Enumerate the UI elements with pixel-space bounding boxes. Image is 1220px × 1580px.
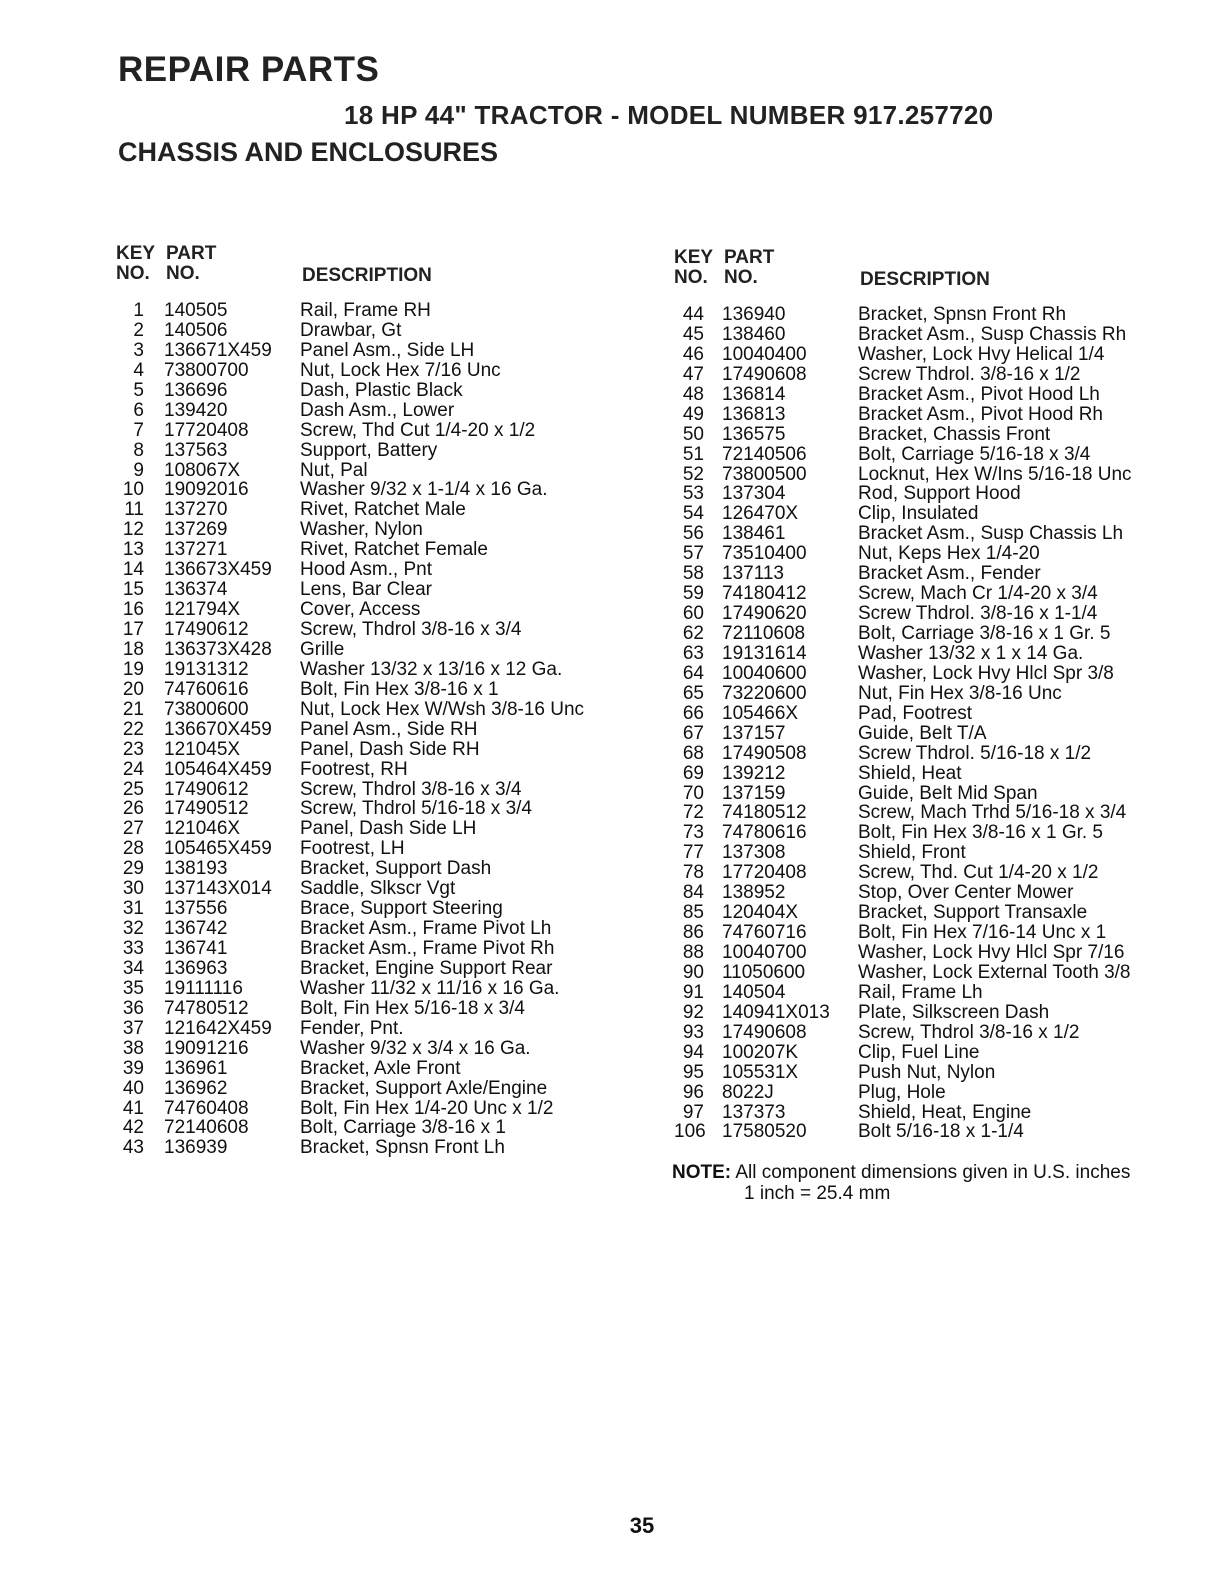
part-no: 17490508 <box>722 742 807 764</box>
part-description: Washer, Lock External Tooth 3/8 <box>858 961 1131 983</box>
part-description: Lens, Bar Clear <box>300 579 433 601</box>
key-no: 95 <box>682 1061 704 1083</box>
key-no: 58 <box>682 563 704 585</box>
key-no: 69 <box>682 762 704 784</box>
key-no: 32 <box>122 918 144 940</box>
page-title: REPAIR PARTS <box>118 50 380 89</box>
part-no: 74760716 <box>722 922 807 944</box>
key-no: 47 <box>682 363 704 385</box>
part-no: 136575 <box>722 423 786 445</box>
part-no: 137269 <box>164 519 228 541</box>
key-no: 31 <box>122 898 144 920</box>
part-description: Support, Battery <box>300 439 438 461</box>
key-no: 5 <box>133 379 144 401</box>
part-description: Bolt, Carriage 3/8-16 x 1 Gr. 5 <box>858 623 1111 644</box>
part-description: Nut, Lock Hex 7/16 Unc <box>300 359 501 381</box>
key-no: 63 <box>682 642 704 664</box>
key-header-line1: KEY <box>116 243 156 264</box>
part-no: 136963 <box>164 957 228 979</box>
key-no: 39 <box>122 1057 144 1079</box>
key-no: 54 <box>682 503 704 525</box>
key-no: 91 <box>682 981 704 1003</box>
part-description: Panel, Dash Side RH <box>300 738 480 760</box>
key-no: 67 <box>682 722 704 744</box>
part-description: Shield, Front <box>858 842 966 864</box>
key-no: 1 <box>133 300 144 321</box>
part-no: 137556 <box>164 898 228 920</box>
part-description: Washer 9/32 x 3/4 x 16 Ga. <box>300 1037 531 1059</box>
key-no: 27 <box>122 818 144 840</box>
key-no: 97 <box>682 1101 704 1123</box>
part-description: Grille <box>300 638 345 660</box>
part-no: 72110608 <box>722 623 806 644</box>
part-no: 136696 <box>164 379 228 401</box>
part-no: 136374 <box>164 579 228 601</box>
part-no: 136940 <box>722 304 786 325</box>
key-no: 68 <box>682 742 704 764</box>
key-no: 50 <box>682 423 704 445</box>
key-no: 73 <box>682 822 704 844</box>
key-no: 77 <box>682 842 704 864</box>
key-no: 44 <box>682 304 704 325</box>
part-no: 136742 <box>164 918 228 940</box>
part-header-line2: NO. <box>166 263 200 284</box>
part-description: Drawbar, Gt <box>300 319 402 341</box>
part-description: Bolt, Fin Hex 5/16-18 x 3/4 <box>300 997 525 1019</box>
part-no: 100207K <box>722 1041 799 1063</box>
part-description: Bracket, Spnsn Front Rh <box>858 304 1067 325</box>
part-description: Screw, Thdrol 5/16-18 x 3/4 <box>300 798 532 820</box>
key-no: 62 <box>682 623 704 644</box>
key-no: 16 <box>122 599 144 621</box>
part-no: 19091216 <box>164 1037 249 1059</box>
key-no: 48 <box>682 383 704 405</box>
part-description: Bolt, Fin Hex 3/8-16 x 1 <box>300 678 499 700</box>
key-no: 10 <box>122 479 144 501</box>
part-description: Plate, Silkscreen Dash <box>858 1001 1050 1023</box>
key-no: 37 <box>122 1017 144 1039</box>
part-description: Bolt, Carriage 3/8-16 x 1 <box>300 1117 506 1139</box>
part-description: Nut, Fin Hex 3/8-16 Unc <box>858 682 1062 704</box>
part-no: 105531X <box>722 1061 799 1083</box>
part-no: 136373X428 <box>164 638 272 660</box>
key-no: 65 <box>682 682 704 704</box>
key-no: 3 <box>133 339 144 361</box>
key-no: 41 <box>122 1097 144 1119</box>
part-no: 137271 <box>164 539 228 561</box>
key-no: 106 <box>674 1121 706 1143</box>
part-description: Screw, Thdrol 3/8-16 x 3/4 <box>300 778 522 800</box>
part-no: 120404X <box>722 902 799 924</box>
part-no: 74180412 <box>722 583 807 605</box>
key-no: 15 <box>122 579 144 601</box>
part-description: Cover, Access <box>300 599 421 621</box>
part-no: 17720408 <box>722 862 807 884</box>
key-no: 8 <box>133 439 144 461</box>
part-description: Bracket, Support Transaxle <box>858 902 1088 924</box>
part-no: 19092016 <box>164 479 249 501</box>
part-description: Clip, Insulated <box>858 503 979 525</box>
key-no: 2 <box>133 319 144 341</box>
key-no: 17 <box>122 619 144 640</box>
part-description: Screw Thdrol. 3/8-16 x 1/2 <box>858 363 1081 385</box>
part-description: Panel Asm., Side LH <box>300 339 475 361</box>
part-no: 137157 <box>722 722 786 744</box>
part-description: Washer 11/32 x 11/16 x 16 Ga. <box>300 977 560 999</box>
part-description: Washer 13/32 x 1 x 14 Ga. <box>858 642 1084 664</box>
key-no: 14 <box>122 559 144 581</box>
key-no: 45 <box>682 323 704 345</box>
key-no: 49 <box>682 403 704 425</box>
part-description: Locknut, Hex W/Ins 5/16-18 Unc <box>858 463 1132 485</box>
key-no: 24 <box>122 758 144 780</box>
part-no: 121642X459 <box>164 1017 272 1039</box>
key-header-line1: KEY <box>674 247 714 268</box>
key-no: 66 <box>682 702 704 724</box>
part-no: 136939 <box>164 1137 228 1159</box>
part-description: Shield, Heat, Engine <box>858 1101 1032 1123</box>
part-description: Dash, Plastic Black <box>300 379 463 401</box>
part-description: Guide, Belt T/A <box>858 722 987 744</box>
key-no: 28 <box>122 838 144 860</box>
part-no: 17490608 <box>722 363 807 385</box>
part-description: Rail, Frame RH <box>300 300 431 321</box>
part-no: 138461 <box>722 523 786 545</box>
key-no: 19 <box>122 658 144 680</box>
part-description: Bolt, Fin Hex 1/4-20 Unc x 1/2 <box>300 1097 554 1119</box>
part-no: 74780512 <box>164 997 249 1019</box>
key-no: 30 <box>122 878 144 900</box>
part-description: Saddle, Slkscr Vgt <box>300 878 456 900</box>
note-text: All component dimensions given in U.S. inches <box>735 1162 1131 1183</box>
key-no: 57 <box>682 543 704 565</box>
part-no: 138193 <box>164 858 228 880</box>
part-description: Bracket, Support Dash <box>300 858 492 880</box>
part-description: Nut, Keps Hex 1/4-20 <box>858 543 1040 565</box>
part-no: 74780616 <box>722 822 807 844</box>
key-no: 34 <box>122 957 144 979</box>
key-no: 6 <box>133 399 144 421</box>
part-description: Footrest, LH <box>300 838 405 860</box>
part-description: Bracket, Support Axle/Engine <box>300 1077 548 1099</box>
key-no: 25 <box>122 778 144 800</box>
part-no: 121045X <box>164 738 241 760</box>
part-no: 73800700 <box>164 359 249 381</box>
part-no: 136814 <box>722 383 786 405</box>
part-no: 137143X014 <box>164 878 272 900</box>
key-no: 22 <box>122 718 144 740</box>
part-no: 137563 <box>164 439 228 461</box>
part-description: Footrest, RH <box>300 758 408 780</box>
part-no: 73800500 <box>722 463 807 485</box>
part-description: Screw Thdrol. 3/8-16 x 1-1/4 <box>858 603 1098 625</box>
key-no: 64 <box>682 662 704 684</box>
part-description: Bolt, Fin Hex 7/16-14 Unc x 1 <box>858 922 1107 944</box>
part-no: 126470X <box>722 503 799 525</box>
key-no: 12 <box>122 519 144 541</box>
key-no: 96 <box>682 1081 704 1103</box>
part-description: Bracket Asm., Susp Chassis Rh <box>858 323 1127 345</box>
key-header-line2: NO. <box>116 263 150 284</box>
part-no: 136671X459 <box>164 339 272 361</box>
key-no: 56 <box>682 523 704 545</box>
note-label: NOTE: <box>672 1162 732 1183</box>
part-no: 136962 <box>164 1077 228 1099</box>
part-no: 73510400 <box>722 543 807 565</box>
part-no: 11050600 <box>722 961 806 983</box>
part-no: 136741 <box>164 938 228 959</box>
key-no: 94 <box>682 1041 704 1063</box>
part-no: 137113 <box>722 563 784 585</box>
note-conversion: 1 inch = 25.4 mm <box>744 1183 891 1204</box>
key-no: 40 <box>122 1077 144 1099</box>
key-no: 38 <box>122 1037 144 1059</box>
part-no: 17720408 <box>164 419 249 441</box>
part-description: Bracket Asm., Pivot Hood Rh <box>858 403 1103 425</box>
part-no: 139420 <box>164 399 228 421</box>
part-no: 138952 <box>722 882 786 904</box>
key-header-line2: NO. <box>674 267 708 288</box>
part-description: Screw, Thdrol 3/8-16 x 1/2 <box>858 1021 1080 1043</box>
part-no: 105466X <box>722 702 799 724</box>
part-no: 19131614 <box>722 642 807 664</box>
key-no: 59 <box>682 583 704 605</box>
part-description: Dash Asm., Lower <box>300 399 455 421</box>
key-no: 46 <box>682 343 704 365</box>
key-no: 18 <box>122 638 144 660</box>
part-no: 136961 <box>164 1057 228 1079</box>
key-no: 93 <box>682 1021 704 1043</box>
part-no: 74760616 <box>164 678 249 700</box>
key-no: 20 <box>122 678 144 700</box>
part-description: Washer, Lock Hvy Hlcl Spr 7/16 <box>858 942 1125 963</box>
part-description: Screw, Thd Cut 1/4-20 x 1/2 <box>300 419 536 441</box>
part-no: 74760408 <box>164 1097 249 1119</box>
part-description: Bracket Asm., Frame Pivot Rh <box>300 938 555 959</box>
part-no: 19111116 <box>164 977 243 999</box>
key-no: 92 <box>682 1001 704 1023</box>
part-no: 74180512 <box>722 802 807 824</box>
part-header-line1: PART <box>166 243 217 264</box>
part-no: 17490608 <box>722 1021 807 1043</box>
part-description: Bracket, Spnsn Front Lh <box>300 1137 505 1159</box>
key-no: 21 <box>122 698 144 720</box>
key-no: 11 <box>124 499 144 521</box>
part-description: Guide, Belt Mid Span <box>858 782 1038 804</box>
key-no: 72 <box>682 802 704 824</box>
key-no: 36 <box>122 997 144 1019</box>
part-no: 8022J <box>722 1081 774 1103</box>
part-description: Screw, Mach Trhd 5/16-18 x 3/4 <box>858 802 1127 824</box>
key-no: 53 <box>682 483 704 505</box>
key-no: 43 <box>122 1137 144 1159</box>
key-no: 70 <box>682 782 704 804</box>
part-no: 137270 <box>164 499 228 521</box>
part-description: Screw Thdrol. 5/16-18 x 1/2 <box>858 742 1092 764</box>
part-description: Nut, Lock Hex W/Wsh 3/8-16 Unc <box>300 698 585 720</box>
part-header-line1: PART <box>724 247 775 268</box>
section-heading: CHASSIS AND ENCLOSURES <box>118 137 499 167</box>
key-no: 33 <box>122 938 144 959</box>
part-description: Rivet, Ratchet Female <box>300 539 488 561</box>
part-no: 137304 <box>722 483 786 505</box>
part-description: Washer, Lock Hvy Hlcl Spr 3/8 <box>858 662 1114 684</box>
part-description: Bolt 5/16-18 x 1-1/4 <box>858 1121 1024 1143</box>
part-description: Push Nut, Nylon <box>858 1061 996 1083</box>
part-no: 105465X459 <box>164 838 272 860</box>
part-no: 139212 <box>722 762 786 784</box>
part-description: Screw, Thd. Cut 1/4-20 x 1/2 <box>858 862 1099 884</box>
part-no: 137159 <box>722 782 786 804</box>
key-no: 90 <box>682 961 704 983</box>
part-description: Bracket Asm., Susp Chassis Lh <box>858 523 1124 545</box>
key-no: 52 <box>682 463 704 485</box>
part-no: 136673X459 <box>164 559 272 581</box>
description-header: DESCRIPTION <box>860 269 990 290</box>
part-no: 72140506 <box>722 443 807 465</box>
part-description: Brace, Support Steering <box>300 898 503 920</box>
key-no: 42 <box>122 1117 144 1139</box>
part-no: 105464X459 <box>164 758 272 780</box>
part-description: Bracket, Axle Front <box>300 1057 461 1079</box>
key-no: 35 <box>122 977 144 999</box>
part-description: Screw, Thdrol 3/8-16 x 3/4 <box>300 619 522 640</box>
part-no: 17490612 <box>164 778 249 800</box>
part-no: 138460 <box>722 323 786 345</box>
part-description: Panel, Dash Side LH <box>300 818 477 840</box>
part-description: Washer, Nylon <box>300 519 423 541</box>
part-no: 17490512 <box>164 798 249 820</box>
part-no: 137373 <box>722 1101 786 1123</box>
part-description: Shield, Heat <box>858 762 962 784</box>
part-description: Washer, Lock Hvy Helical 1/4 <box>858 343 1105 365</box>
part-description: Washer 9/32 x 1-1/4 x 16 Ga. <box>300 479 548 501</box>
part-description: Bracket Asm., Fender <box>858 563 1041 585</box>
part-description: Hood Asm., Pnt <box>300 559 433 581</box>
part-no: 136670X459 <box>164 718 272 740</box>
part-description: Rivet, Ratchet Male <box>300 499 466 521</box>
part-no: 108067X <box>164 459 241 481</box>
note <box>672 1162 1130 1204</box>
part-description: Nut, Pal <box>300 459 368 481</box>
part-description: Bracket Asm., Pivot Hood Lh <box>858 383 1100 405</box>
description-header: DESCRIPTION <box>302 265 432 286</box>
key-no: 85 <box>682 902 704 924</box>
part-description: Pad, Footrest <box>858 702 973 724</box>
model-heading: 18 HP 44" TRACTOR - MODEL NUMBER 917.257720 <box>344 100 994 130</box>
part-description: Clip, Fuel Line <box>858 1041 980 1063</box>
part-description: Bracket, Engine Support Rear <box>300 957 553 979</box>
key-no: 29 <box>122 858 144 880</box>
part-description: Bracket Asm., Frame Pivot Lh <box>300 918 552 940</box>
part-header-line2: NO. <box>724 267 758 288</box>
part-no: 136813 <box>722 403 786 425</box>
part-description: Panel Asm., Side RH <box>300 718 478 740</box>
key-no: 26 <box>122 798 144 820</box>
key-no: 60 <box>682 603 704 625</box>
part-description: Bracket, Chassis Front <box>858 423 1051 445</box>
part-no: 17580520 <box>722 1121 807 1143</box>
key-no: 7 <box>133 419 144 441</box>
part-description: Rod, Support Hood <box>858 483 1021 505</box>
part-no: 17490612 <box>164 619 249 640</box>
key-no: 84 <box>682 882 704 904</box>
part-no: 72140608 <box>164 1117 249 1139</box>
part-no: 19131312 <box>164 658 249 680</box>
part-no: 10040600 <box>722 662 807 684</box>
part-no: 10040400 <box>722 343 807 365</box>
part-description: Washer 13/32 x 13/16 x 12 Ga. <box>300 658 563 680</box>
key-no: 4 <box>133 359 144 381</box>
part-description: Rail, Frame Lh <box>858 981 983 1003</box>
key-no: 13 <box>122 539 144 561</box>
part-description: Bolt, Carriage 5/16-18 x 3/4 <box>858 443 1091 465</box>
key-no: 9 <box>133 459 144 481</box>
part-no: 137308 <box>722 842 786 864</box>
part-no: 73220600 <box>722 682 807 704</box>
key-no: 86 <box>682 922 704 944</box>
part-no: 140504 <box>722 981 786 1003</box>
part-no: 121046X <box>164 818 241 840</box>
part-description: Fender, Pnt. <box>300 1017 404 1039</box>
part-description: Stop, Over Center Mower <box>858 882 1074 904</box>
part-description: Plug, Hole <box>858 1081 946 1103</box>
part-no: 140506 <box>164 319 228 341</box>
page-number: 35 <box>629 1513 655 1538</box>
key-no: 51 <box>682 443 704 465</box>
part-no: 17490620 <box>722 603 807 625</box>
part-no: 140941X013 <box>722 1001 830 1023</box>
part-description: Screw, Mach Cr 1/4-20 x 3/4 <box>858 583 1098 605</box>
part-no: 121794X <box>164 599 241 621</box>
part-no: 140505 <box>164 300 228 321</box>
key-no: 88 <box>682 942 704 963</box>
key-no: 78 <box>682 862 704 884</box>
key-no: 23 <box>122 738 144 760</box>
part-description: Bolt, Fin Hex 3/8-16 x 1 Gr. 5 <box>858 822 1103 844</box>
part-no: 73800600 <box>164 698 249 720</box>
part-no: 10040700 <box>722 942 807 963</box>
